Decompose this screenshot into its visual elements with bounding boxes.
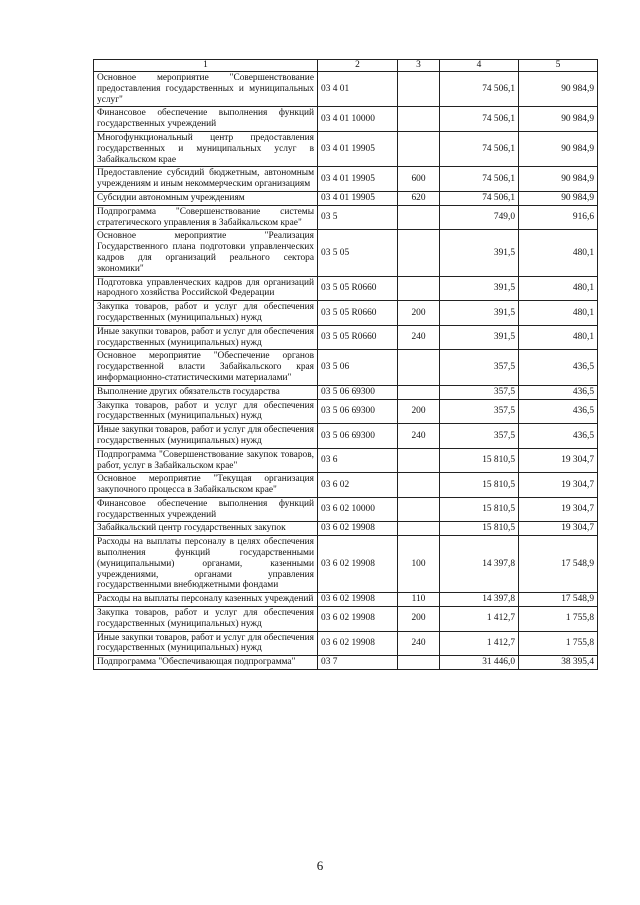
- table-row: [94, 497, 598, 522]
- row-type-cell: [398, 385, 440, 399]
- row-name-cell: Иные закупки товаров, работ и услуг для обеспечения государственных (муниципальных) нужд: [94, 631, 318, 656]
- row-code-cell: 03 6 02 19908: [318, 593, 398, 607]
- row-type-cell: 100: [398, 536, 440, 593]
- row-value-2018-cell: 90 984,9: [519, 131, 598, 166]
- row-type-cell: [398, 522, 440, 536]
- row-value-2017-cell: 391,5: [440, 325, 519, 350]
- row-value-2017-cell: 74 506,1: [440, 191, 519, 205]
- row-name-cell: Забайкальский центр государственных закупок: [94, 522, 318, 536]
- row-name-cell: Закупка товаров, работ и услуг для обеспечения государственных (муниципальных) нужд: [94, 607, 318, 632]
- row-value-2017-cell: 14 397,8: [440, 593, 519, 607]
- row-type-cell: [398, 205, 440, 230]
- row-value-2017-cell: 15 810,5: [440, 473, 519, 498]
- row-name-cell: Субсидии автономным учреждениям: [94, 191, 318, 205]
- table-row: [94, 350, 598, 385]
- table-row: [94, 424, 598, 449]
- col-header-2: 2: [318, 60, 398, 72]
- row-value-2017-cell: 31 446,0: [440, 656, 519, 670]
- row-name-cell: Иные закупки товаров, работ и услуг для обеспечения государственных (муниципальных) нужд: [94, 325, 318, 350]
- table-body: [94, 72, 598, 670]
- row-value-2018-cell: 480,1: [519, 301, 598, 326]
- row-name-cell: Основное мероприятие "Обеспечение органов государственной власти Забайкальского края информационно-статистическими материалами": [94, 350, 318, 385]
- row-type-cell: 240: [398, 424, 440, 449]
- row-code-cell: 03 5 05 R0660: [318, 301, 398, 326]
- row-value-2018-cell: 916,6: [519, 205, 598, 230]
- row-value-2018-cell: 19 304,7: [519, 473, 598, 498]
- table-row: [94, 276, 598, 301]
- row-value-2018-cell: 17 548,9: [519, 536, 598, 593]
- row-value-2017-cell: 357,5: [440, 385, 519, 399]
- row-code-cell: 03 4 01 19905: [318, 191, 398, 205]
- row-type-cell: [398, 131, 440, 166]
- row-value-2018-cell: 90 984,9: [519, 72, 598, 107]
- row-value-2017-cell: 357,5: [440, 350, 519, 385]
- row-value-2017-cell: 391,5: [440, 230, 519, 276]
- row-type-cell: 600: [398, 167, 440, 192]
- row-code-cell: 03 6: [318, 448, 398, 473]
- row-code-cell: 03 4 01 19905: [318, 167, 398, 192]
- row-value-2018-cell: 480,1: [519, 230, 598, 276]
- table-row: [94, 656, 598, 670]
- row-code-cell: 03 5 06 69300: [318, 399, 398, 424]
- row-value-2018-cell: 90 984,9: [519, 191, 598, 205]
- row-value-2017-cell: 74 506,1: [440, 131, 519, 166]
- table-row: [94, 448, 598, 473]
- row-value-2018-cell: 17 548,9: [519, 593, 598, 607]
- row-value-2017-cell: 14 397,8: [440, 536, 519, 593]
- row-name-cell: Выполнение других обязательств государства: [94, 385, 318, 399]
- row-type-cell: [398, 230, 440, 276]
- row-type-cell: [398, 350, 440, 385]
- row-name-cell: Подпрограмма "Обеспечивающая подпрограмма": [94, 656, 318, 670]
- row-name-cell: Подпрограмма "Совершенствование системы стратегического управления в Забайкальском крае": [94, 205, 318, 230]
- row-type-cell: [398, 276, 440, 301]
- table-row: [94, 522, 598, 536]
- row-type-cell: 200: [398, 399, 440, 424]
- row-value-2018-cell: 1 755,8: [519, 631, 598, 656]
- table-row: [94, 325, 598, 350]
- row-type-cell: 620: [398, 191, 440, 205]
- row-type-cell: 110: [398, 593, 440, 607]
- row-value-2017-cell: 74 506,1: [440, 167, 519, 192]
- row-code-cell: 03 6 02 19908: [318, 522, 398, 536]
- row-value-2017-cell: 357,5: [440, 399, 519, 424]
- row-value-2017-cell: 15 810,5: [440, 497, 519, 522]
- row-value-2018-cell: 436,5: [519, 424, 598, 449]
- row-code-cell: 03 5: [318, 205, 398, 230]
- row-type-cell: 200: [398, 301, 440, 326]
- row-name-cell: Финансовое обеспечение выполнения функций государственных учреждений: [94, 107, 318, 132]
- row-type-cell: [398, 497, 440, 522]
- row-type-cell: [398, 107, 440, 132]
- table-header-row: [94, 60, 598, 72]
- row-value-2017-cell: 391,5: [440, 276, 519, 301]
- row-name-cell: Основное мероприятие "Совершенствование предоставления государственных и муниципальных услуг": [94, 72, 318, 107]
- table-row: [94, 473, 598, 498]
- row-value-2018-cell: 480,1: [519, 276, 598, 301]
- row-name-cell: Расходы на выплаты персоналу казенных учреждений: [94, 593, 318, 607]
- table-row: [94, 205, 598, 230]
- row-code-cell: 03 5 06: [318, 350, 398, 385]
- table-row: [94, 385, 598, 399]
- col-header-3: 3: [398, 60, 440, 72]
- row-code-cell: 03 6 02 10000: [318, 497, 398, 522]
- row-type-cell: 240: [398, 631, 440, 656]
- table-row: [94, 191, 598, 205]
- col-header-5: 5: [519, 60, 598, 72]
- row-name-cell: Основное мероприятие "Текущая организация закупочного процесса в Забайкальском крае": [94, 473, 318, 498]
- row-code-cell: 03 5 05: [318, 230, 398, 276]
- row-value-2018-cell: 436,5: [519, 399, 598, 424]
- table-row: [94, 107, 598, 132]
- row-value-2018-cell: 90 984,9: [519, 167, 598, 192]
- table-row: [94, 72, 598, 107]
- row-code-cell: 03 5 05 R0660: [318, 325, 398, 350]
- row-code-cell: 03 4 01 19905: [318, 131, 398, 166]
- row-name-cell: Иные закупки товаров, работ и услуг для обеспечения государственных (муниципальных) нужд: [94, 424, 318, 449]
- row-name-cell: Закупка товаров, работ и услуг для обеспечения государственных (муниципальных) нужд: [94, 399, 318, 424]
- table-row: [94, 607, 598, 632]
- row-code-cell: 03 6 02 19908: [318, 607, 398, 632]
- row-value-2018-cell: 19 304,7: [519, 522, 598, 536]
- row-code-cell: 03 5 05 R0660: [318, 276, 398, 301]
- row-type-cell: [398, 656, 440, 670]
- row-name-cell: Предоставление субсидий бюджетным, автономным учреждениям и иным некоммерческим организациям: [94, 167, 318, 192]
- page-number: 6: [316, 858, 324, 873]
- col-header-4: 4: [440, 60, 519, 72]
- row-type-cell: [398, 72, 440, 107]
- row-code-cell: 03 7: [318, 656, 398, 670]
- table-row: [94, 301, 598, 326]
- row-value-2017-cell: 391,5: [440, 301, 519, 326]
- row-value-2018-cell: 38 395,4: [519, 656, 598, 670]
- row-code-cell: 03 4 01 10000: [318, 107, 398, 132]
- row-value-2017-cell: 74 506,1: [440, 72, 519, 107]
- row-value-2018-cell: 436,5: [519, 350, 598, 385]
- row-type-cell: 200: [398, 607, 440, 632]
- row-type-cell: 240: [398, 325, 440, 350]
- row-value-2018-cell: 436,5: [519, 385, 598, 399]
- row-name-cell: Подготовка управленческих кадров для организаций народного хозяйства Российской Федерации: [94, 276, 318, 301]
- table-row: [94, 536, 598, 593]
- row-code-cell: 03 4 01: [318, 72, 398, 107]
- row-name-cell: Финансовое обеспечение выполнения функций государственных учреждений: [94, 497, 318, 522]
- row-value-2017-cell: 15 810,5: [440, 522, 519, 536]
- row-value-2018-cell: 1 755,8: [519, 607, 598, 632]
- row-value-2018-cell: 19 304,7: [519, 497, 598, 522]
- row-value-2017-cell: 749,0: [440, 205, 519, 230]
- col-header-1: 1: [94, 60, 318, 72]
- row-value-2018-cell: 19 304,7: [519, 448, 598, 473]
- row-code-cell: 03 5 06 69300: [318, 385, 398, 399]
- row-name-cell: Расходы на выплаты персоналу в целях обеспечения выполнения функций государственными (муниципальными) органами, казенными учреждениями, органами управления государственными внебюджетными фондами: [94, 536, 318, 593]
- row-code-cell: 03 6 02 19908: [318, 536, 398, 593]
- row-value-2017-cell: 357,5: [440, 424, 519, 449]
- row-name-cell: Закупка товаров, работ и услуг для обеспечения государственных (муниципальных) нужд: [94, 301, 318, 326]
- table-row: [94, 131, 598, 166]
- budget-table: [93, 59, 598, 670]
- row-value-2017-cell: 74 506,1: [440, 107, 519, 132]
- row-value-2017-cell: 15 810,5: [440, 448, 519, 473]
- row-value-2018-cell: 480,1: [519, 325, 598, 350]
- row-code-cell: 03 6 02: [318, 473, 398, 498]
- row-value-2018-cell: 90 984,9: [519, 107, 598, 132]
- table-row: [94, 593, 598, 607]
- row-code-cell: 03 6 02 19908: [318, 631, 398, 656]
- row-code-cell: 03 5 06 69300: [318, 424, 398, 449]
- table-row: [94, 230, 598, 276]
- row-value-2017-cell: 1 412,7: [440, 607, 519, 632]
- row-name-cell: Многофункциональный центр предоставления государственных и муниципальных услуг в Забайкальском крае: [94, 131, 318, 166]
- row-type-cell: [398, 448, 440, 473]
- table-row: [94, 167, 598, 192]
- row-value-2017-cell: 1 412,7: [440, 631, 519, 656]
- table-row: [94, 399, 598, 424]
- row-name-cell: Подпрограмма "Совершенствование закупок товаров, работ, услуг в Забайкальском крае": [94, 448, 318, 473]
- row-type-cell: [398, 473, 440, 498]
- table-row: [94, 631, 598, 656]
- row-name-cell: Основное мероприятие "Реализация Государственного плана подготовки управленческих кадров для организаций реального сектора экономики": [94, 230, 318, 276]
